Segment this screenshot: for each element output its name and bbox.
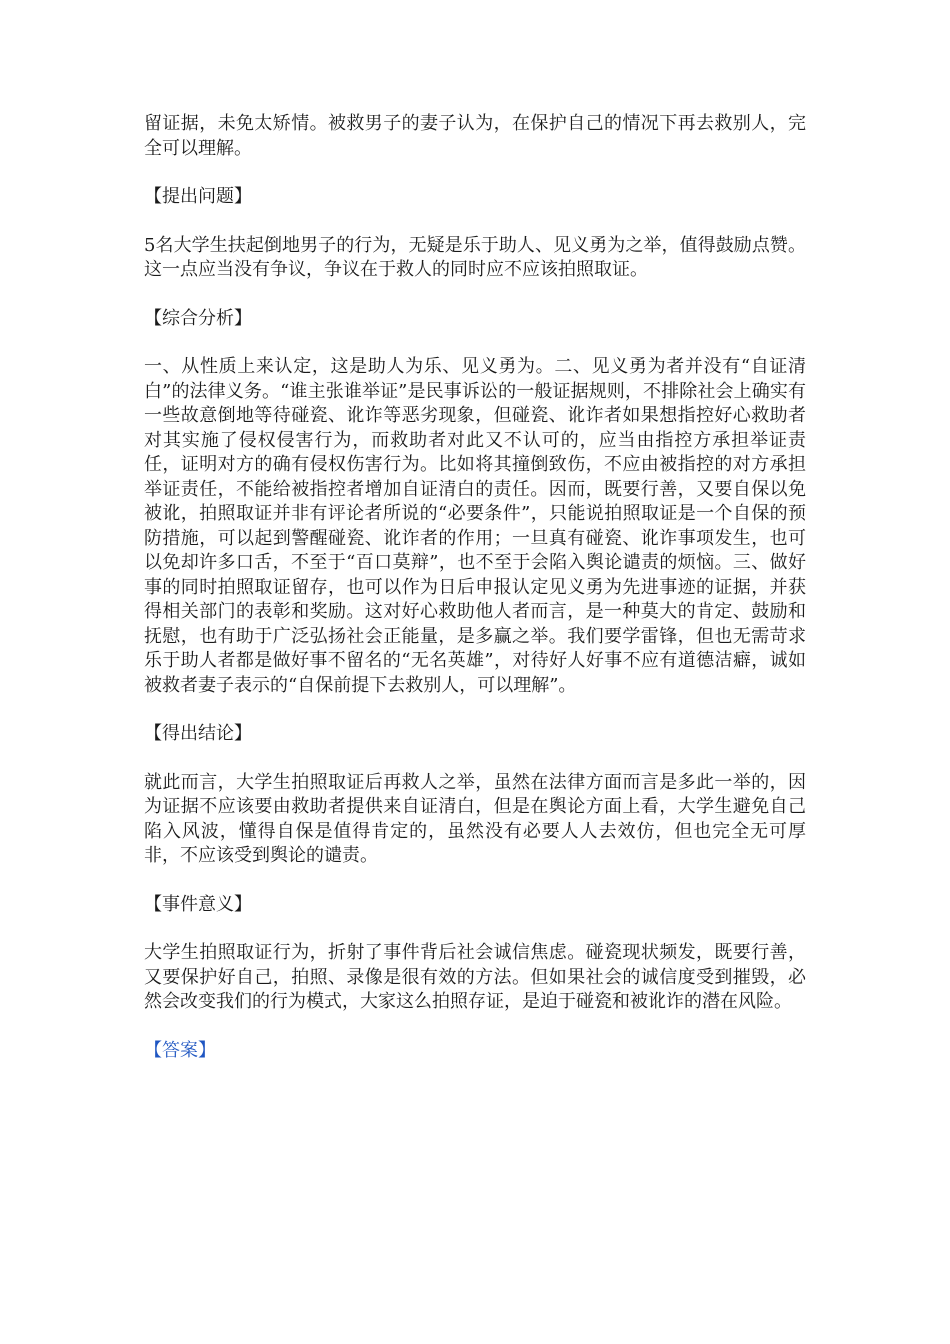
analysis-paragraph: 一、从性质上来认定，这是助人为乐、见义勇为。二、见义勇为者并没有“自证清白”的法律义务。“谁主张谁举证”是民事诉讼的一般证据规则，不排除社会上确实有一些故意倒地等待碰瓷、讹诈等恶劣现象，但碰瓷、讹诈者如果想指控好心救助者对其实施了侵权侵害行为，而救助者对此又不认可的，应当由指控方承担举证责任，证明对方的确有侵权伤害行为。比如将其撞倒致伤，不应由被指控的对方承担举证责任，不能给被指控者增加自证清白的责任。因而，既要行善，又要自保以免被讹，拍照取证并非有评论者所说的“必要条件”，只能说拍照取证是一个自保的预防措施，可以起到警醒碰瓷、讹诈者的作用；一旦真有碰瓷、讹诈事项发生，也可以免却许多口舌，不至于“百口莫辩”，也不至于会陷入舆论谴责的烦恼。三、做好事的同时拍照取证留存，也可以作为日后申报认定见义勇为先进事迹的证据，并获得相关部门的表彰和奖励。这对好心救助他人者而言，是一种莫大的肯定、鼓励和抚慰，也有助于广泛弘扬社会正能量，是多赢之举。我们要学雷锋，但也无需苛求乐于助人者都是做好事不留名的“无名英雄”，对待好人好事不应有道德洁癖，诚如被救者妻子表示的“自保前提下去救别人，可以理解”。 (144, 356, 806, 696)
intro-paragraph: 留证据，未免太矫情。被救男子的妻子认为，在保护自己的情况下再去救别人，完全可以理解。 (144, 113, 806, 159)
heading-raise-question: 【提出问题】 (144, 186, 252, 207)
heading-conclusion: 【得出结论】 (144, 723, 252, 744)
document-page (144, 112, 806, 1087)
heading-event-meaning: 【事件意义】 (144, 893, 252, 915)
conclusion-paragraph: 就此而言，大学生拍照取证后再救人之举，虽然在法律方面而言是多此一举的，因为证据不应该要由救助者提供来自证清白，但是在舆论方面上看，大学生避免自己陷入风波，懂得自保是值得肯定的，虽然没有必要人人去效仿，但也完全无可厚非，不应该受到舆论的谴责。 (144, 771, 806, 866)
question-paragraph: 5名大学生扶起倒地男子的行为，无疑是乐于助人、见义勇为之举，值得鼓励点赞。这一点应当没有争议，争议在于救人的同时应不应该拍照取证。 (144, 234, 806, 280)
meaning-paragraph: 大学生拍照取证行为，折射了事件背后社会诚信焦虑。碰瓷现状频发，既要行善，又要保护好自己，拍照、录像是很有效的方法。但如果社会的诚信度受到摧毁，必然会改变我们的行为模式，大家这么拍照存证，是迫于碰瓷和被讹诈的潜在风险。 (144, 942, 806, 1012)
heading-comprehensive-analysis: 【综合分析】 (144, 307, 252, 329)
heading-answer: 【答案】 (144, 1039, 216, 1061)
